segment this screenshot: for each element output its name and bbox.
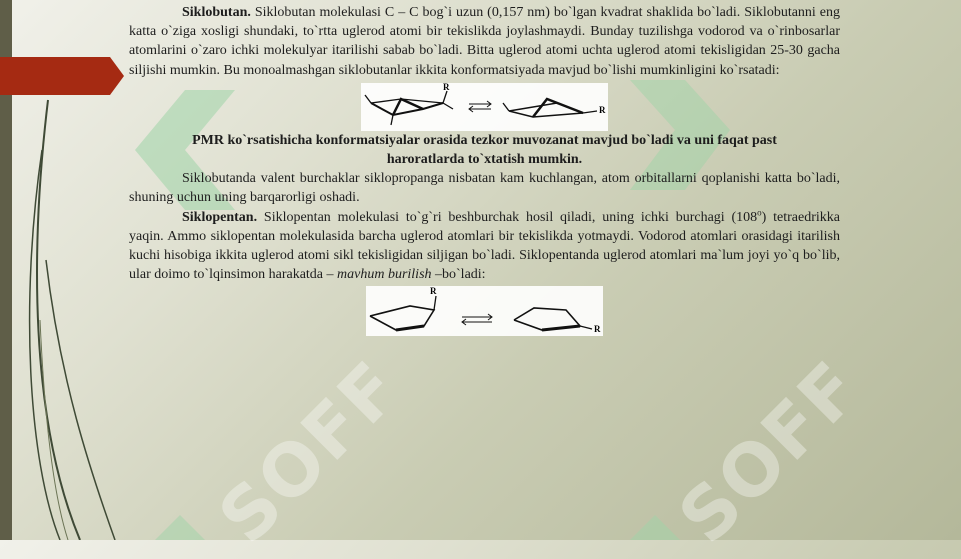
- red-title-tab: [0, 57, 124, 95]
- watermark-text: SOFF: [662, 344, 878, 559]
- substituent-label: R: [599, 104, 606, 115]
- green-arrow-decoration: [150, 510, 210, 540]
- cyclopentane-diagram: [366, 286, 603, 336]
- term-siklopentan: Siklopentan.: [182, 209, 258, 225]
- substituent-label: R: [594, 324, 601, 335]
- substituent-label: R: [430, 286, 437, 297]
- slide-content: [129, 3, 840, 336]
- green-arrow-decoration: [625, 510, 685, 540]
- cyclopentane-conformations-figure: [366, 286, 603, 336]
- watermark-text: SOFF: [202, 344, 418, 559]
- term-mavhum-burilish: mavhum burilish: [337, 267, 432, 283]
- paragraph-stability: Siklobutanda valent burchaklar siklopropanga nisbatan kam kuchlangan, atom orbitallarni qoplanishi katta bo`ladi, shuning uchun uning barqarorligi oshadi.: [129, 171, 840, 206]
- term-siklobutan: Siklobutan.: [182, 5, 251, 20]
- substituent-label: R: [443, 82, 450, 92]
- paragraph-siklopentan: Siklopentan. Siklopentan molekulasi to`g`ri beshburchak hosil qiladi, uning ichki burchagi (108$^o$) tetraedrikka yaqin. Ammo siklopentan molekulasida barcha uglerod atomlari bir tekislikda yotmaydi. Vodorod atomlari orasidagi itarilish kuchi hisobiga ikkita uglerod atomi sikl tekisligidan siljigan bo`ladi. Siklopentanda uglerod atomlari ma`lum joyi yo`q bo`lib, ular doimo to`lqinsimon harakatda – mavhum burilish –bo`ladi:: [129, 206, 840, 283]
- cyclobutane-conformations-figure: [361, 83, 608, 131]
- paragraph-siklobutan: Siklobutan. Siklobutan molekulasi C – C bog`i uzun (0,157 nm) bo`lgan kvadrat shaklida bo`ladi. Siklobutanni eng katta o`ziga xosligi shundaki, to`rtta uglerod atomi bir tekislikda joylashmaydi. Bunday tuzilishga vodorod va o`rinbosarlar atomlarini o`zaro ichki molekulyar itarilishi sabab bo`ladi. Bitta uglerod atomi uchta uglerod atomi tekisligidan 25-30 gacha siljishi mumkin. Bu monoalmashgan siklobutanlar ikkita konformatsiyada mavjud bo`lishi mumkinligini ko`rsatadi:: [129, 5, 840, 78]
- pmr-heading: PMR ko`rsatishicha konformatsiyalar orasida tezkor muvozanat mavjud bo`ladi va uni faqat past haroratlarda to`xtatish mumkin.: [192, 132, 777, 168]
- cyclobutane-diagram: [361, 83, 608, 131]
